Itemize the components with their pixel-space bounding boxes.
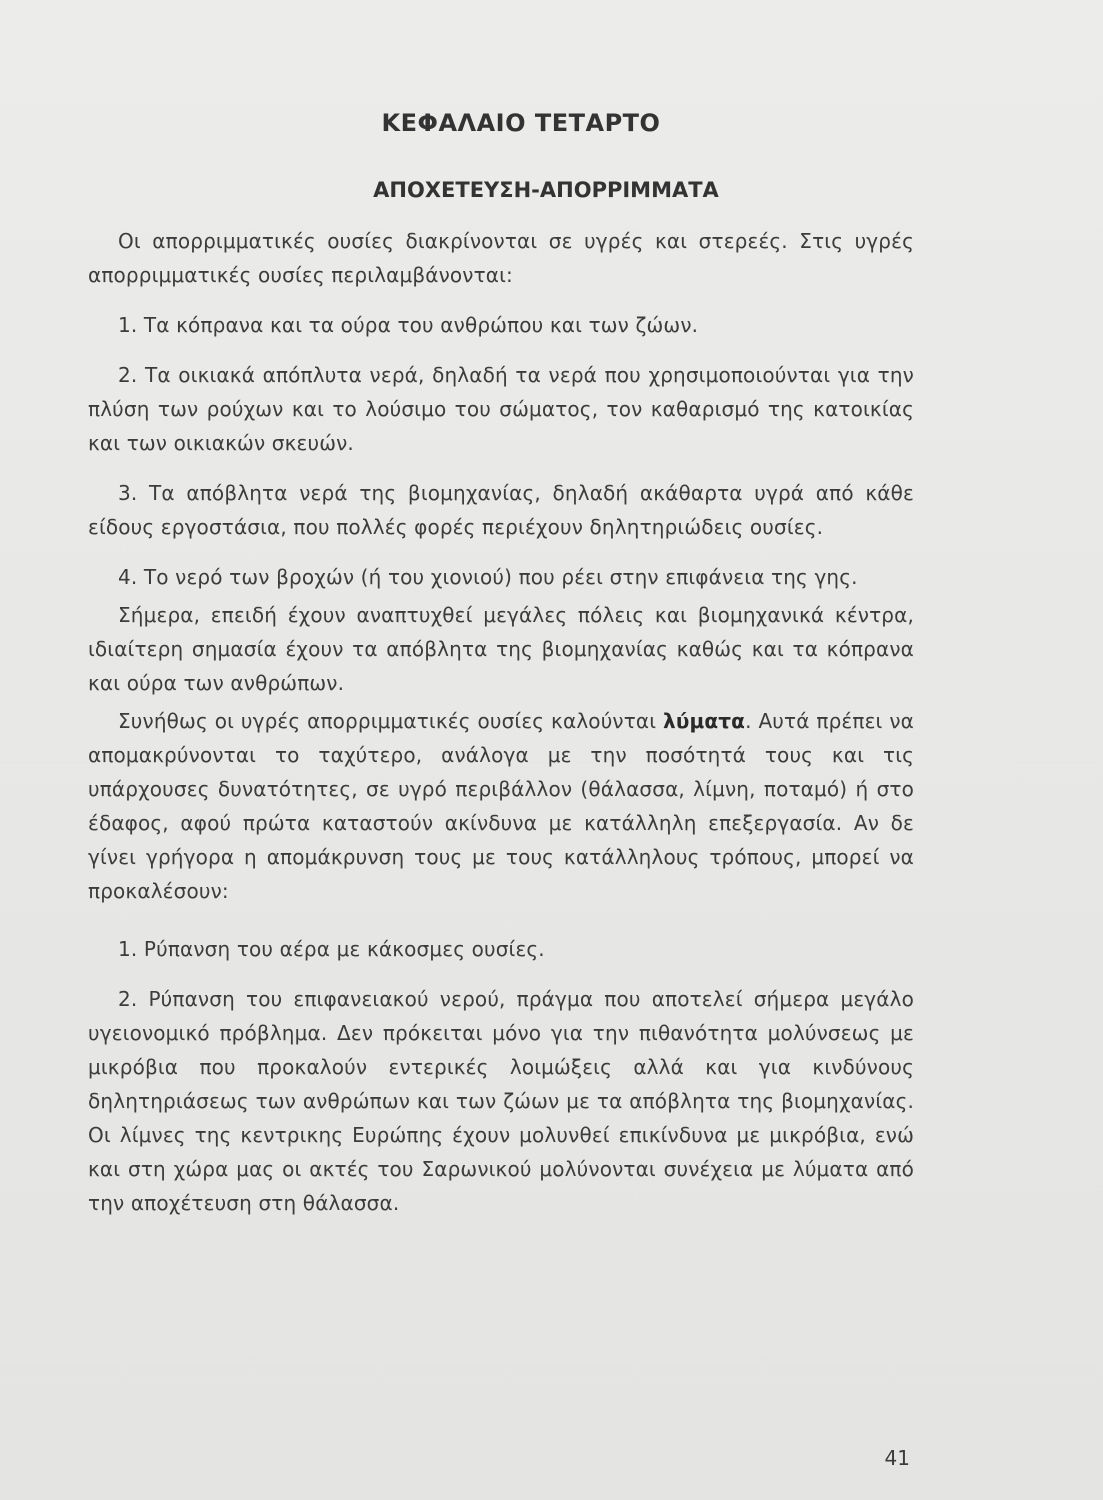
liquid-list-item-2: 2. Τα οικιακά απόπλυτα νερά, δηλαδή τα νερά που χρησιμοποιούνται για την πλύση των ρούχων και το λούσιμο του σώματος, τον καθαρισμό της κατοικίας και των οικιακών σκευών. bbox=[88, 363, 914, 455]
effects-list-item-2: 2. Ρύπανση του επιφανειακού νερού, πράγμα που αποτελεί σήμερα μεγάλο υγειονομικό πρόβλημα. Δεν πρόκειται μόνο για την πιθανότητα μολύνσεως με μικρόβια που προκαλούν εντερικές λοιμώξεις αλλά και για κινδύνους δηλητηριάσεως των ανθρώπων και των ζώων με τα απόβλητα της βιομηχανίας. Οι λίμνες της κεντρικης Ευρώπης έχουν μολυνθεί επικίνδυνα με μικρόβια, ενώ και στη χώρα μας οι ακτές του Σαρωνικού μολύνονται συνέχεια με λύματα από την αποχέτευση στη θάλασσα. bbox=[88, 987, 914, 1215]
lymata-text-after: . Αυτά πρέπει να απομακρύνονται το ταχύτερο, ανάλογα με την ποσότητά τους και τις υπάρχουσες δυνατότητες, σε υγρό περιβάλλον (θάλασσα, λίμνη, ποταμό) ή στο έδαφος, αφού πρώτα καταστούν ακίνδυνα με κατάλληλη επεξεργασία. Αν δε γίνει γρήγορα η απομάκρυνση τους με τους κατάλληλους τρόπους, μπορεί να προκαλέσουν: bbox=[88, 709, 914, 903]
page-number: 41 bbox=[884, 1446, 910, 1470]
liquid-list-item-1: 1. Τα κόπρανα και τα ούρα του ανθρώπου και των ζώων. bbox=[118, 313, 699, 337]
lymata-text-before: Συνήθως οι υγρές απορριμματικές ουσίες καλούνται bbox=[118, 709, 664, 733]
lymata-term: λύματα bbox=[663, 709, 746, 733]
lymata-paragraph bbox=[88, 704, 914, 908]
intro-paragraph: Οι απορριμματικές ουσίες διακρίνονται σε υγρές και στερεές. Στις υγρές απορριμματικές ουσίες περιλαμβάνονται: bbox=[88, 229, 914, 287]
effects-list-item-1: 1. Ρύπανση του αέρα με κάκοσμες ουσίες. bbox=[118, 937, 545, 961]
liquid-list-item-4: 4. Το νερό των βροχών (ή του χιονιού) που ρέει στην επιφάνεια της γης. bbox=[118, 565, 858, 589]
chapter-title: ΚΕΦΑΛΑΙΟ ΤΕΤΑΡΤΟ bbox=[381, 109, 661, 137]
section-title: ΑΠΟΧΕΤΕΥΣΗ-ΑΠΟΡΡΙΜΜΑΤΑ bbox=[373, 178, 719, 202]
liquid-list-item-3: 3. Τα απόβλητα νερά της βιομηχανίας, δηλαδή ακάθαρτα υγρά από κάθε είδους εργοστάσια, που πολλές φορές περιέχουν δηλητηριώδεις ουσίες. bbox=[88, 481, 914, 539]
page-text bbox=[88, 100, 914, 1220]
today-paragraph: Σήμερα, επειδή έχουν αναπτυχθεί μεγάλες πόλεις και βιομηχανικά κέντρα, ιδιαίτερη σημασία έχουν τα απόβλητα της βιομηχανίας καθώς και τα κόπρανα και ούρα των ανθρώπων. bbox=[88, 603, 914, 695]
